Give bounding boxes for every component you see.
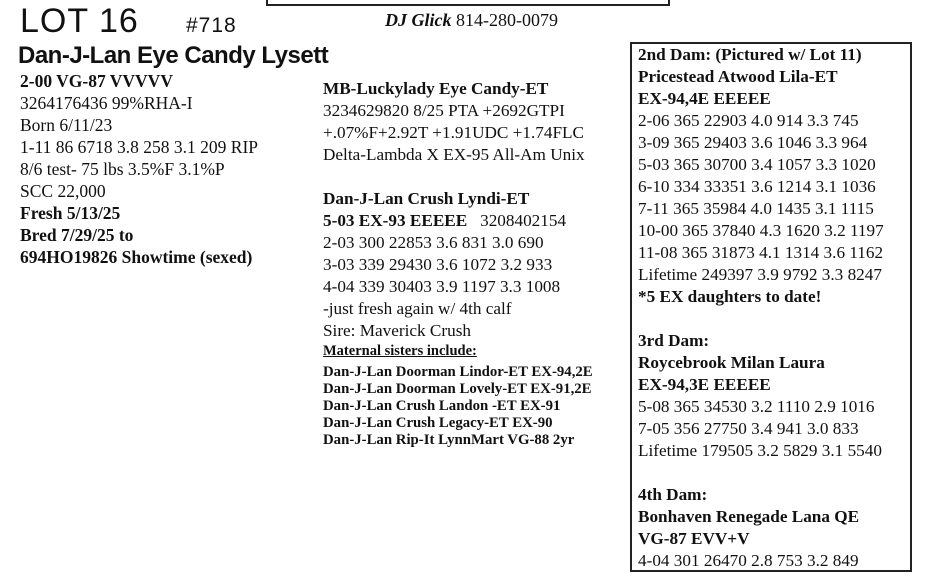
second-dam-name: Pricestead Atwood Lila-ET [638, 67, 838, 86]
maternal-sister: Dan-J-Lan Doorman Lovely-ET EX-91,2E [323, 381, 592, 397]
cow-details [20, 70, 258, 268]
cow-test: 8/6 test- 75 lbs 3.5%F 3.1%P [20, 159, 225, 179]
maternal-sister: Dan-J-Lan Crush Legacy-ET EX-90 [323, 415, 553, 431]
maternal-sister: Dan-J-Lan Doorman Lindor-ET EX-94,2E [323, 364, 593, 380]
maternal-sister: Dan-J-Lan Rip-It LynnMart VG-88 2yr [323, 432, 575, 448]
fourth-dam-heading: 4th Dam: [638, 485, 708, 504]
lot-number: #718 [186, 14, 237, 37]
maternal-heading: Maternal sisters include: [323, 343, 477, 359]
third-dam-record: 5-08 365 34530 3.2 1110 2.9 1016 [638, 397, 875, 416]
second-dam-heading: 2nd Dam: (Pictured w/ Lot 11) [638, 45, 862, 64]
fourth-dam-name: Bonhaven Renegade Lana QE [638, 507, 860, 526]
sire-dam-column [323, 78, 593, 449]
sire-line: Delta-Lambda X EX-95 All-Am Unix [323, 145, 585, 164]
cow-record: 1-11 86 6718 3.8 258 3.1 209 RIP [20, 137, 259, 157]
dam-name: Dan-J-Lan Crush Lyndi-ET [323, 189, 530, 208]
sire-name: MB-Luckylady Eye Candy-ET [323, 79, 549, 98]
third-dam-lifetime: Lifetime 179505 3.2 5829 3.1 5540 [638, 441, 882, 460]
consignor-phone: 814-280-0079 [456, 10, 558, 30]
second-dam-record: 5-03 365 30700 3.4 1057 3.3 1020 [638, 155, 876, 174]
dam-record: 4-04 339 30403 3.9 1197 3.3 1008 [323, 277, 561, 296]
second-dam-record: 10-00 365 37840 4.3 1620 3.2 1197 [638, 221, 884, 240]
cow-classification: 2-00 VG-87 VVVVV [20, 71, 173, 91]
third-dam-heading: 3rd Dam: [638, 331, 710, 350]
consignor-name: DJ Glick [385, 10, 452, 30]
third-dam-record: 7-05 356 27750 3.4 941 3.0 833 [638, 419, 859, 438]
cow-bred-sire: 694HO19826 Showtime (sexed) [20, 247, 253, 267]
second-dam-record: 7-11 365 35984 4.0 1435 3.1 1115 [638, 199, 874, 218]
sire-line: +.07%F+2.92T +1.91UDC +1.74FLC [323, 123, 584, 142]
cow-scc: SCC 22,000 [20, 181, 106, 201]
dam-record: 3-03 339 29430 3.6 1072 3.2 933 [323, 255, 553, 274]
third-dam-name: Roycebrook Milan Laura [638, 353, 825, 372]
lot-title: LOT 16 [20, 2, 139, 40]
third-dam-classification: EX-94,3E EEEEE [638, 375, 771, 394]
pedigree-column [638, 44, 884, 572]
fourth-dam-record: 4-04 301 26470 2.8 753 3.2 849 [638, 551, 859, 570]
sire-line: 3234629820 8/25 PTA +2692GTPI [323, 101, 565, 120]
second-dam-record: 3-09 365 29403 3.6 1046 3.3 964 [638, 133, 868, 152]
dam-note: -just fresh again w/ 4th calf [323, 299, 512, 318]
cow-bred: Bred 7/29/25 to [20, 225, 134, 245]
second-dam-classification: EX-94,4E EEEEE [638, 89, 771, 108]
consignor [385, 10, 558, 31]
second-dam-record: 2-06 365 22903 4.0 914 3.3 745 [638, 111, 859, 130]
second-dam-lifetime: Lifetime 249397 3.9 9792 3.3 8247 [638, 265, 882, 284]
top-divider-frame [266, 0, 670, 6]
second-dam-record: 11-08 365 31873 4.1 1314 3.6 1162 [638, 243, 884, 262]
fourth-dam-classification: VG-87 EVV+V [638, 529, 750, 548]
dam-sire: Sire: Maverick Crush [323, 321, 471, 340]
cow-birthdate: Born 6/11/23 [20, 115, 113, 135]
cow-fresh: Fresh 5/13/25 [20, 203, 121, 223]
cow-registration: 3264176436 99%RHA-I [20, 93, 193, 113]
dam-classification-row [323, 210, 593, 232]
second-dam-note: *5 EX daughters to date! [638, 287, 822, 306]
dam-record: 2-03 300 22853 3.6 831 3.0 690 [323, 233, 544, 252]
dam-classification: 5-03 EX-93 EEEEE [323, 211, 468, 230]
second-dam-record: 6-10 334 33351 3.6 1214 3.1 1036 [638, 177, 876, 196]
dam-registration: 3208402154 [480, 211, 567, 230]
maternal-sister: Dan-J-Lan Crush Landon -ET EX-91 [323, 398, 561, 414]
cow-name: Dan-J-Lan Eye Candy Lysett [18, 42, 329, 69]
